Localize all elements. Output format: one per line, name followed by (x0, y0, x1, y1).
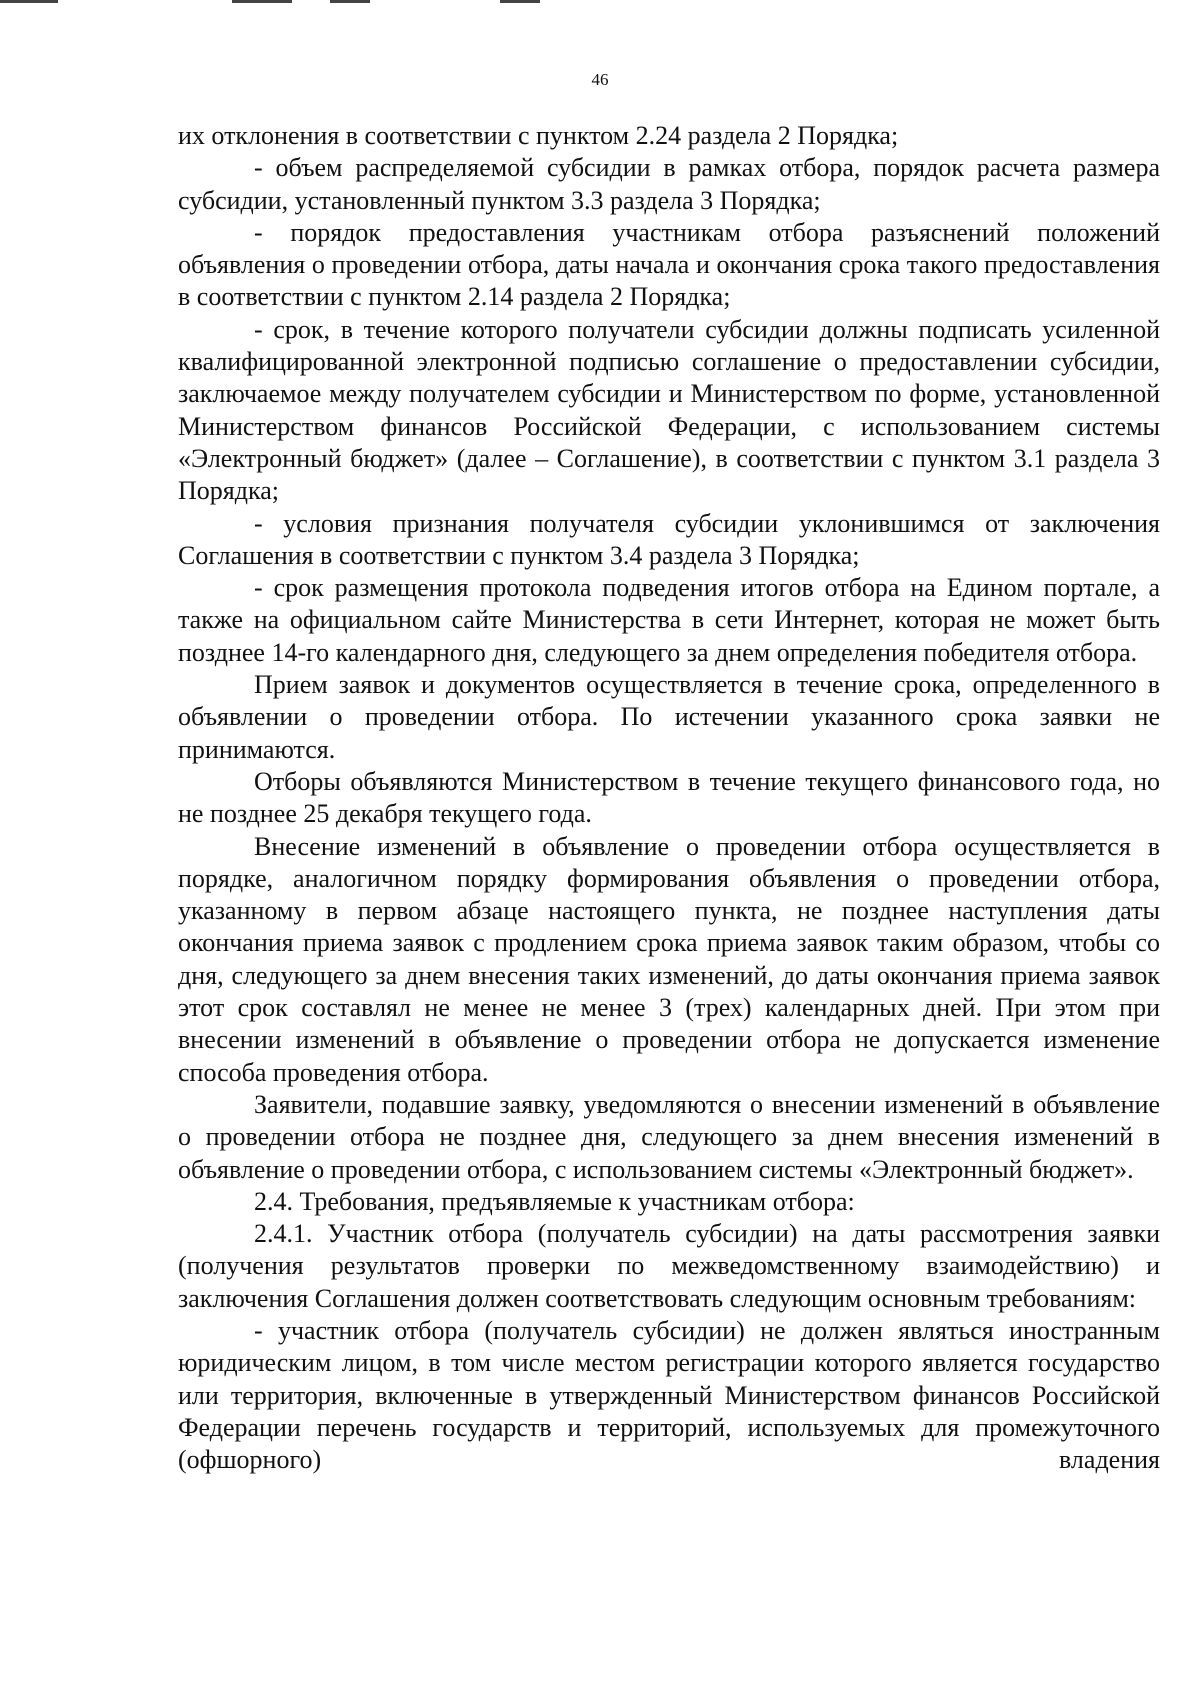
paragraph: - участник отбора (получатель субсидии) не должен являться иностранным юридическим лицом, в том числе местом регистрации которого является государство или территория, включенные в утвержденный Министерством финансов Российской Федерации перечень государств и территорий, используемых для промежуточного (офшорного) владения (178, 1315, 1160, 1475)
page-number: 46 (591, 70, 609, 89)
scan-edge-marks (0, 0, 1200, 6)
paragraph: - порядок предоставления участникам отбора разъяснений положений объявления о проведении отбора, даты начала и окончания срока такого предоставления в соответствии с пунктом 2.14 раздела 2 Порядка; (178, 217, 1160, 312)
paragraph: - объем распределяемой субсидии в рамках отбора, порядок расчета размера субсидии, установленный пунктом 3.3 раздела 3 Порядка; (178, 153, 1160, 215)
paragraph: - срок размещения протокола подведения итогов отбора на Едином портале, а также на официальном сайте Министерства в сети Интернет, которая не может быть позднее 14-го календарного дня, следующего за днем определения победителя отбора. (178, 573, 1160, 667)
paragraph: - срок, в течение которого получатели субсидии должны подписать усиленной квалифицированной электронной подписью соглашение о предоставлении субсидии, заключаемое между получателем субсидии и Министерством по форме, установленной Министерством финансов Российской Федерации, с использованием системы «Электронный бюджет» (далее – Соглашение), в соответствии с пунктом 3.1 раздела 3 Порядка; (178, 314, 1160, 506)
paragraph: Отборы объявляются Министерством в течение текущего финансового года, но не позднее 25 декабря текущего года. (178, 766, 1160, 829)
paragraph: их отклонения в соответствии с пунктом 2.24 раздела 2 Порядка; (178, 121, 899, 150)
paragraph: Прием заявок и документов осуществляется в течение срока, определенного в объявлении о проведении отбора. По истечении указанного срока заявки не принимаются. (178, 670, 1160, 764)
document-body (178, 120, 1160, 1476)
paragraph: - условия признания получателя субсидии уклонившимся от заключения Соглашения в соответствии с пунктом 3.4 раздела 3 Порядка; (178, 508, 1160, 570)
paragraph: Внесение изменений в объявление о проведении отбора осуществляется в порядке, аналогичном порядку формирования объявления о проведении отбора, указанному в первом абзаце настоящего пункта, не позднее наступления даты окончания приема заявок с продлением срока приема заявок таким образом, чтобы со дня, следующего за днем внесения таких изменений, до даты окончания приема заявок этот срок составлял не менее не менее 3 (трех) календарных дней. При этом при внесении изменений в объявление о проведении отбора не допускается изменение способа проведения отбора. (178, 831, 1160, 1087)
paragraph: Заявители, подавшие заявку, уведомляются о внесении изменений в объявление о проведении отбора не позднее дня, следующего за днем внесения изменений в объявление о проведении отбора, с использованием системы «Электронный бюджет». (178, 1089, 1160, 1184)
paragraph: 2.4. Требования, предъявляемые к участникам отбора: (254, 1186, 855, 1216)
paragraph: 2.4.1. Участник отбора (получатель субсидии) на даты рассмотрения заявки (получения результатов проверки по межведомственному взаимодействию) и заключения Соглашения должен соответствовать следующим основным требованиям: (178, 1219, 1160, 1313)
